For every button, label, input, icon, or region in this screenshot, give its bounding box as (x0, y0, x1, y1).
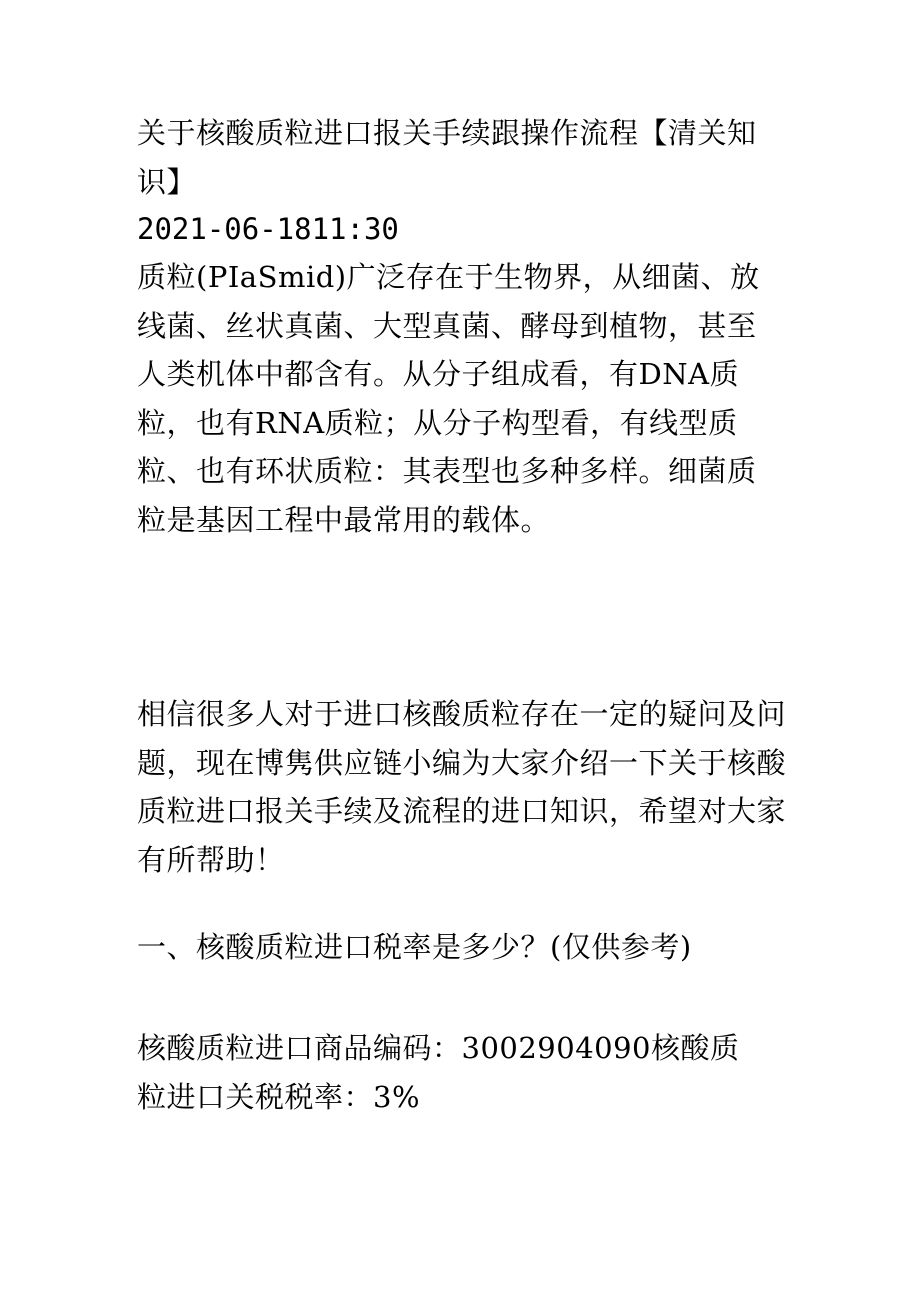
second-paragraph: 相信很多人对于进口核酸质粒存在一定的疑问及问题，现在博隽供应链小编为大家介绍一下关于核酸质粒进口报关手续及流程的进口知识，希望对大家有所帮助！ (137, 697, 787, 877)
section-heading-tax-rate: 一、核酸质粒进口税率是多少？(仅供参考) (137, 930, 692, 964)
tax-rate-paragraph: 核酸质粒进口商品编码：3002904090核酸质粒进口关税税率：3% (137, 1031, 740, 1114)
document-title: 关于核酸质粒进口报关手续跟操作流程【清关知识】 (137, 116, 757, 199)
intro-paragraph: 质粒(PIaSmid)广泛存在于生物界，从细菌、放线菌、丝状真菌、大型真菌、酵母到植物，甚至人类机体中都含有。从分子组成看，有DNA质粒，也有RNA质粒；从分子构型看，有线型质粒、也有环状质粒：其表型也多种多样。细菌质粒是基因工程中最常用的载体。 (137, 260, 760, 537)
publish-date: 2021-06-1811:30 (137, 212, 399, 246)
